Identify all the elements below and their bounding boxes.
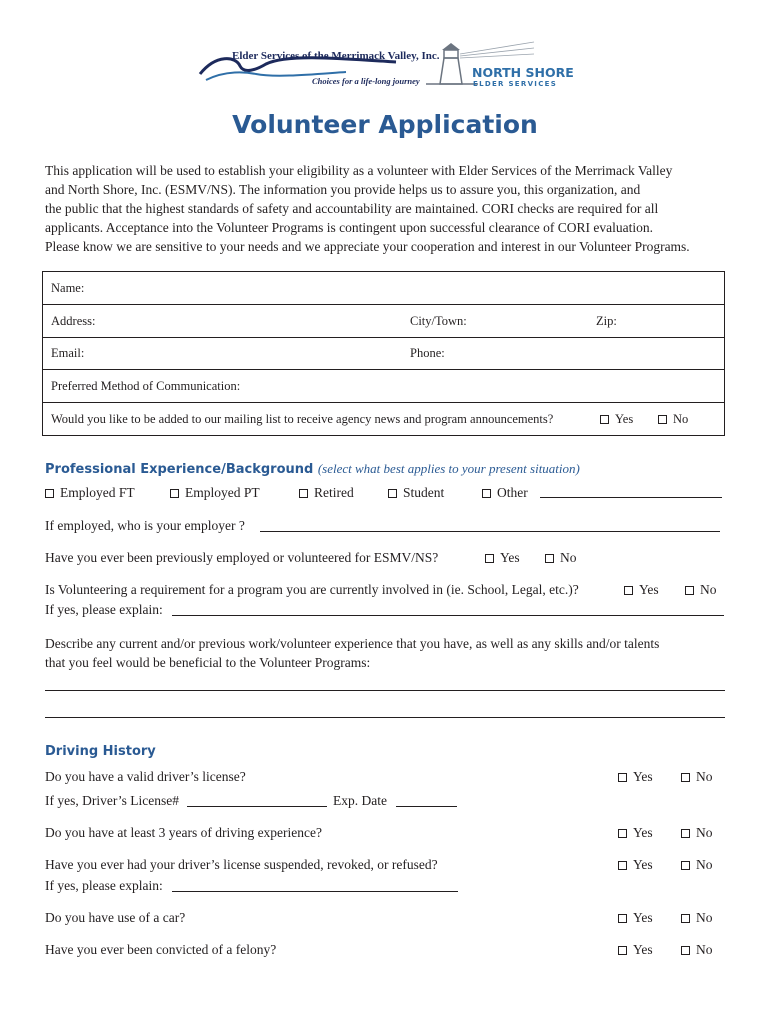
checkbox-icon[interactable] bbox=[681, 914, 690, 923]
no-label: No bbox=[696, 857, 713, 872]
city-label: City/Town: bbox=[410, 314, 467, 328]
years-yes-option[interactable] bbox=[618, 823, 653, 842]
checkbox-icon[interactable] bbox=[618, 861, 627, 870]
suspended-question: Have you ever had your driver’s license suspended, revoked, or refused? bbox=[45, 857, 438, 872]
mailing-question: Would you like to be added to our mailing list to receive agency news and program announcements? bbox=[51, 412, 554, 426]
ns-subtitle: ELDER SERVICES bbox=[473, 80, 558, 88]
intro-paragraph bbox=[45, 161, 735, 256]
name-label: Name: bbox=[51, 281, 85, 295]
option-other[interactable] bbox=[482, 483, 528, 502]
checkbox-icon[interactable] bbox=[685, 586, 694, 595]
option-employed-ft[interactable] bbox=[45, 483, 135, 502]
yes-label: Yes bbox=[633, 857, 653, 872]
option-label: Retired bbox=[314, 485, 354, 500]
yes-label: Yes bbox=[633, 910, 653, 925]
felony-no-option[interactable] bbox=[681, 940, 713, 959]
exp-date-label: Exp. Date bbox=[333, 793, 387, 808]
describe-input-line[interactable] bbox=[45, 690, 725, 691]
checkbox-icon[interactable] bbox=[170, 489, 179, 498]
no-label: No bbox=[560, 550, 577, 565]
license-question: Do you have a valid driver’s license? bbox=[45, 769, 246, 784]
no-label: No bbox=[673, 412, 689, 426]
mailing-list-row bbox=[42, 402, 725, 436]
requirement-row bbox=[45, 580, 735, 599]
car-no-option[interactable] bbox=[681, 908, 713, 927]
license-number-row bbox=[45, 791, 179, 810]
checkbox-icon[interactable] bbox=[681, 773, 690, 782]
preferred-communication-field[interactable] bbox=[42, 369, 725, 403]
checkbox-icon[interactable] bbox=[388, 489, 397, 498]
previous-yes-option[interactable] bbox=[485, 548, 520, 567]
intro-line: applicants. Acceptance into the Volunteer Programs is contingent upon successful clearance of CORI evaluation. bbox=[45, 220, 653, 235]
page-title: Volunteer Application bbox=[232, 110, 538, 139]
checkbox-icon[interactable] bbox=[618, 773, 627, 782]
north-shore-logo bbox=[424, 40, 576, 90]
checkbox-icon[interactable] bbox=[681, 861, 690, 870]
describe-line: Describe any current and/or previous work/volunteer experience that you have, as well as any skills and/or talents bbox=[45, 636, 660, 651]
no-label: No bbox=[696, 910, 713, 925]
professional-heading bbox=[45, 461, 580, 477]
suspended-no-option[interactable] bbox=[681, 855, 713, 874]
employer-input[interactable] bbox=[260, 531, 720, 532]
esmv-tagline: Choices for a life-long journey bbox=[312, 76, 420, 86]
yes-label: Yes bbox=[633, 825, 653, 840]
professional-note: (select what best applies to your present situation) bbox=[317, 461, 580, 476]
yes-label: Yes bbox=[500, 550, 520, 565]
yes-label: Yes bbox=[615, 412, 634, 426]
no-label: No bbox=[700, 582, 717, 597]
yes-label: Yes bbox=[633, 942, 653, 957]
suspended-yes-option[interactable] bbox=[618, 855, 653, 874]
phone-label: Phone: bbox=[410, 346, 445, 360]
checkbox-icon[interactable] bbox=[45, 489, 54, 498]
option-employed-pt[interactable] bbox=[170, 483, 260, 502]
option-label: Student bbox=[403, 485, 445, 500]
checkbox-icon[interactable] bbox=[482, 489, 491, 498]
mailing-no-option[interactable] bbox=[658, 412, 688, 427]
intro-line: Please know we are sensitive to your needs and we appreciate your cooperation and interest in our Volunteer Programs. bbox=[45, 239, 690, 254]
car-question: Do you have use of a car? bbox=[45, 910, 186, 925]
years-no-option[interactable] bbox=[681, 823, 713, 842]
option-student[interactable] bbox=[388, 483, 444, 502]
requirement-explain-label: If yes, please explain: bbox=[45, 602, 163, 617]
checkbox-icon[interactable] bbox=[618, 946, 627, 955]
suspended-explain-label: If yes, please explain: bbox=[45, 878, 163, 893]
esmv-name: Elder Services of the Merrimack Valley, Inc. bbox=[232, 50, 440, 62]
exp-date-input[interactable] bbox=[396, 806, 457, 807]
describe-prompt bbox=[45, 634, 735, 672]
mailing-yes-option[interactable] bbox=[600, 412, 633, 427]
requirement-question: Is Volunteering a requirement for a program you are currently involved in (ie. School, Legal, etc.)? bbox=[45, 582, 579, 597]
previous-question: Have you ever been previously employed or volunteered for ESMV/NS? bbox=[45, 550, 439, 565]
previous-row bbox=[45, 548, 735, 567]
suspended-explain-input[interactable] bbox=[172, 891, 458, 892]
felony-question: Have you ever been convicted of a felony? bbox=[45, 942, 277, 957]
felony-yes-option[interactable] bbox=[618, 940, 653, 959]
option-label: Other bbox=[497, 485, 528, 500]
name-field[interactable] bbox=[42, 271, 725, 305]
option-label: Employed FT bbox=[60, 485, 135, 500]
checkbox-icon[interactable] bbox=[618, 914, 627, 923]
option-label: Employed PT bbox=[185, 485, 260, 500]
license-no-option[interactable] bbox=[681, 767, 713, 786]
checkbox-icon[interactable] bbox=[618, 829, 627, 838]
checkbox-icon[interactable] bbox=[681, 829, 690, 838]
years-question: Do you have at least 3 years of driving experience? bbox=[45, 825, 323, 840]
car-yes-option[interactable] bbox=[618, 908, 653, 927]
license-number-label: If yes, Driver’s License# bbox=[45, 793, 179, 808]
checkbox-icon[interactable] bbox=[485, 554, 494, 563]
email-label: Email: bbox=[51, 346, 85, 360]
license-yes-option[interactable] bbox=[618, 767, 653, 786]
intro-line: This application will be used to establish your eligibility as a volunteer with Elder Services of the Merrimack Valley bbox=[45, 163, 673, 178]
requirement-yes-option[interactable] bbox=[624, 580, 659, 599]
no-label: No bbox=[696, 825, 713, 840]
license-number-input[interactable] bbox=[187, 806, 327, 807]
intro-line: the public that the highest standards of safety and accountability are maintained. CORI checks are required for all bbox=[45, 201, 659, 216]
requirement-explain-input[interactable] bbox=[172, 615, 724, 616]
option-retired[interactable] bbox=[299, 483, 354, 502]
yes-label: Yes bbox=[639, 582, 659, 597]
address-row bbox=[42, 304, 725, 338]
checkbox-icon[interactable] bbox=[600, 415, 609, 424]
intro-line: and North Shore, Inc. (ESMV/NS). The information you provide helps us to assure you, this organization, and bbox=[45, 182, 641, 197]
checkbox-icon[interactable] bbox=[299, 489, 308, 498]
other-input[interactable] bbox=[540, 484, 722, 498]
driving-heading: Driving History bbox=[45, 744, 156, 759]
requirement-no-option[interactable] bbox=[685, 580, 717, 599]
checkbox-icon[interactable] bbox=[658, 415, 667, 424]
describe-input-line[interactable] bbox=[45, 717, 725, 718]
employer-label: If employed, who is your employer ? bbox=[45, 518, 245, 533]
preferred-label: Preferred Method of Communication: bbox=[51, 379, 241, 393]
zip-label: Zip: bbox=[596, 314, 617, 328]
no-label: No bbox=[696, 769, 713, 784]
yes-label: Yes bbox=[633, 769, 653, 784]
previous-no-option[interactable] bbox=[545, 548, 577, 567]
ns-name: NORTH SHORE bbox=[472, 65, 574, 80]
address-label: Address: bbox=[51, 314, 96, 328]
employer-row bbox=[45, 516, 725, 535]
employment-options bbox=[45, 483, 735, 503]
checkbox-icon[interactable] bbox=[681, 946, 690, 955]
describe-line: that you feel would be beneficial to the Volunteer Programs: bbox=[45, 655, 371, 670]
checkbox-icon[interactable] bbox=[624, 586, 633, 595]
professional-title: Professional Experience/Background bbox=[45, 462, 314, 477]
esmv-logo bbox=[196, 44, 440, 90]
checkbox-icon[interactable] bbox=[545, 554, 554, 563]
email-row bbox=[42, 337, 725, 370]
no-label: No bbox=[696, 942, 713, 957]
